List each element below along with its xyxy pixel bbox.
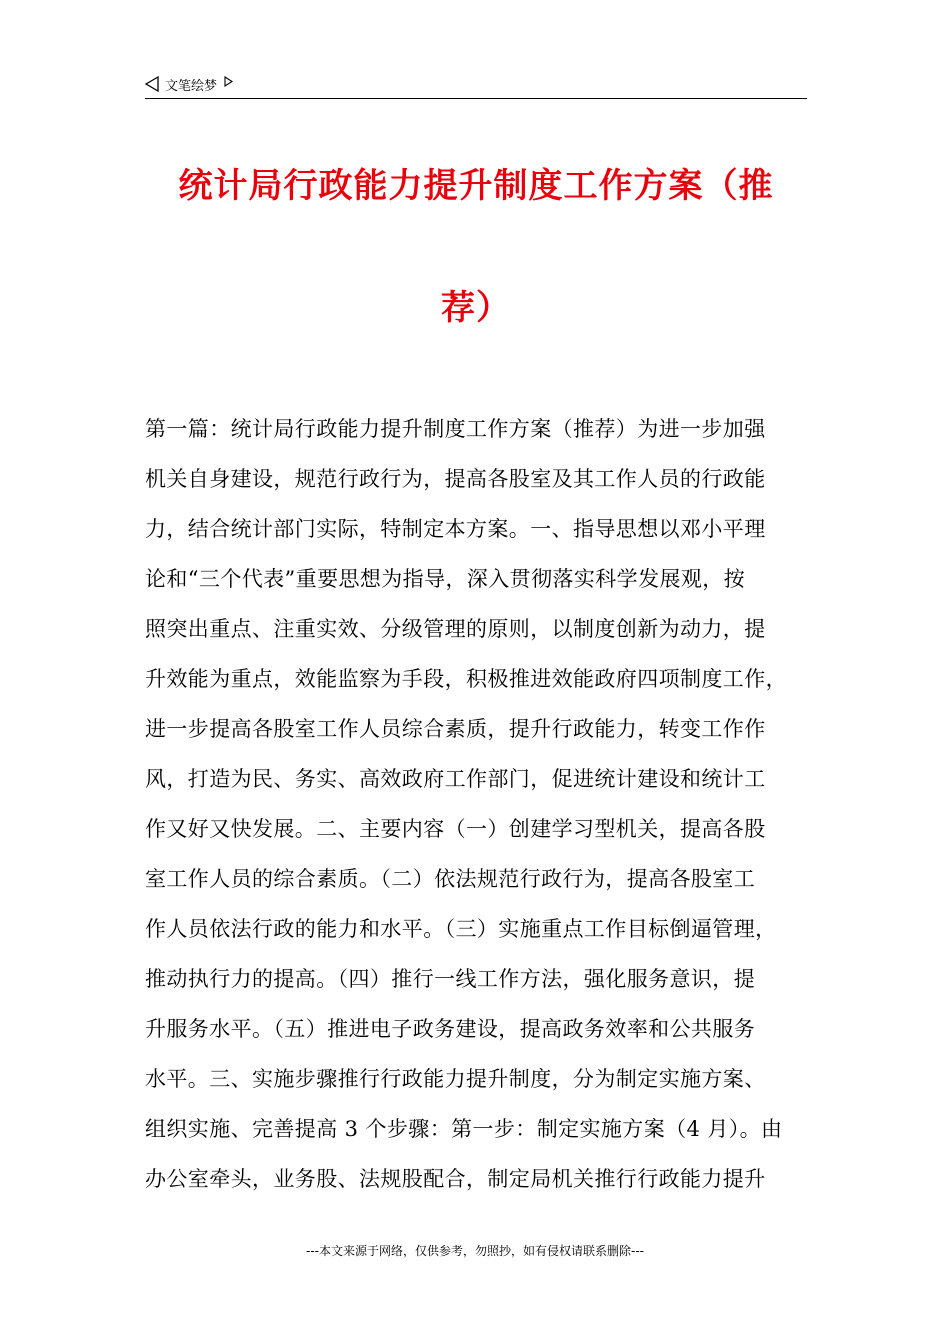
body-line: 组织实施、完善提高 3 个步骤：第一步：制定实施方案（4 月）。由	[145, 1117, 783, 1141]
body-line: 升服务水平。（五）推进电子政务建设，提高政务效率和公共服务	[145, 1017, 756, 1041]
body-line: 推动执行力的提高。（四）推行一线工作方法，强化服务意识，提	[145, 967, 756, 991]
document-title-line-1: 统计局行政能力提升制度工作方案（推	[178, 166, 774, 206]
body-line: 作人员依法行政的能力和水平。（三）实施重点工作目标倒逼管理，	[145, 917, 777, 941]
document-title-line-2: 荐）	[441, 288, 511, 328]
body-line: 室工作人员的综合素质。（二）依法规范行政行为，提高各股室工	[145, 867, 756, 891]
page-header	[145, 74, 807, 99]
body-line: 办公室牵头，业务股、法规股配合，制定局机关推行行政能力提升	[145, 1167, 766, 1191]
body-line: 升效能为重点，效能监察为手段，积极推进效能政府四项制度工作，	[145, 667, 787, 691]
body-line: 作又好又快发展。二、主要内容（一）创建学习型机关，提高各股	[145, 817, 766, 841]
body-line: 进一步提高各股室工作人员综合素质，提升行政能力，转变工作作	[145, 717, 766, 741]
triangle-left-icon	[145, 76, 159, 92]
body-line: 机关自身建设，规范行政行为，提高各股室及其工作人员的行政能	[145, 467, 766, 491]
triangle-right-icon	[224, 76, 233, 87]
brand-name: 文笔绘梦	[165, 78, 218, 94]
brand	[145, 74, 233, 94]
document-body	[145, 411, 805, 1211]
body-line: 风，打造为民、务实、高效政府工作部门，促进统计建设和统计工	[145, 767, 766, 791]
body-line: 论和“三个代表”重要思想为指导，深入贯彻落实科学发展观，按	[145, 567, 746, 591]
body-line: 水平。三、实施步骤推行行政能力提升制度，分为制定实施方案、	[145, 1067, 766, 1091]
body-line: 第一篇：统计局行政能力提升制度工作方案（推荐）为进一步加强	[145, 417, 766, 441]
body-line: 照突出重点、注重实效、分级管理的原则，以制度创新为动力，提	[145, 617, 766, 641]
footer-disclaimer: ---本文来源于网络，仅供参考，勿照抄，如有侵权请联系删除---	[306, 1244, 644, 1258]
body-line: 力，结合统计部门实际，特制定本方案。一、指导思想以邓小平理	[145, 517, 766, 541]
